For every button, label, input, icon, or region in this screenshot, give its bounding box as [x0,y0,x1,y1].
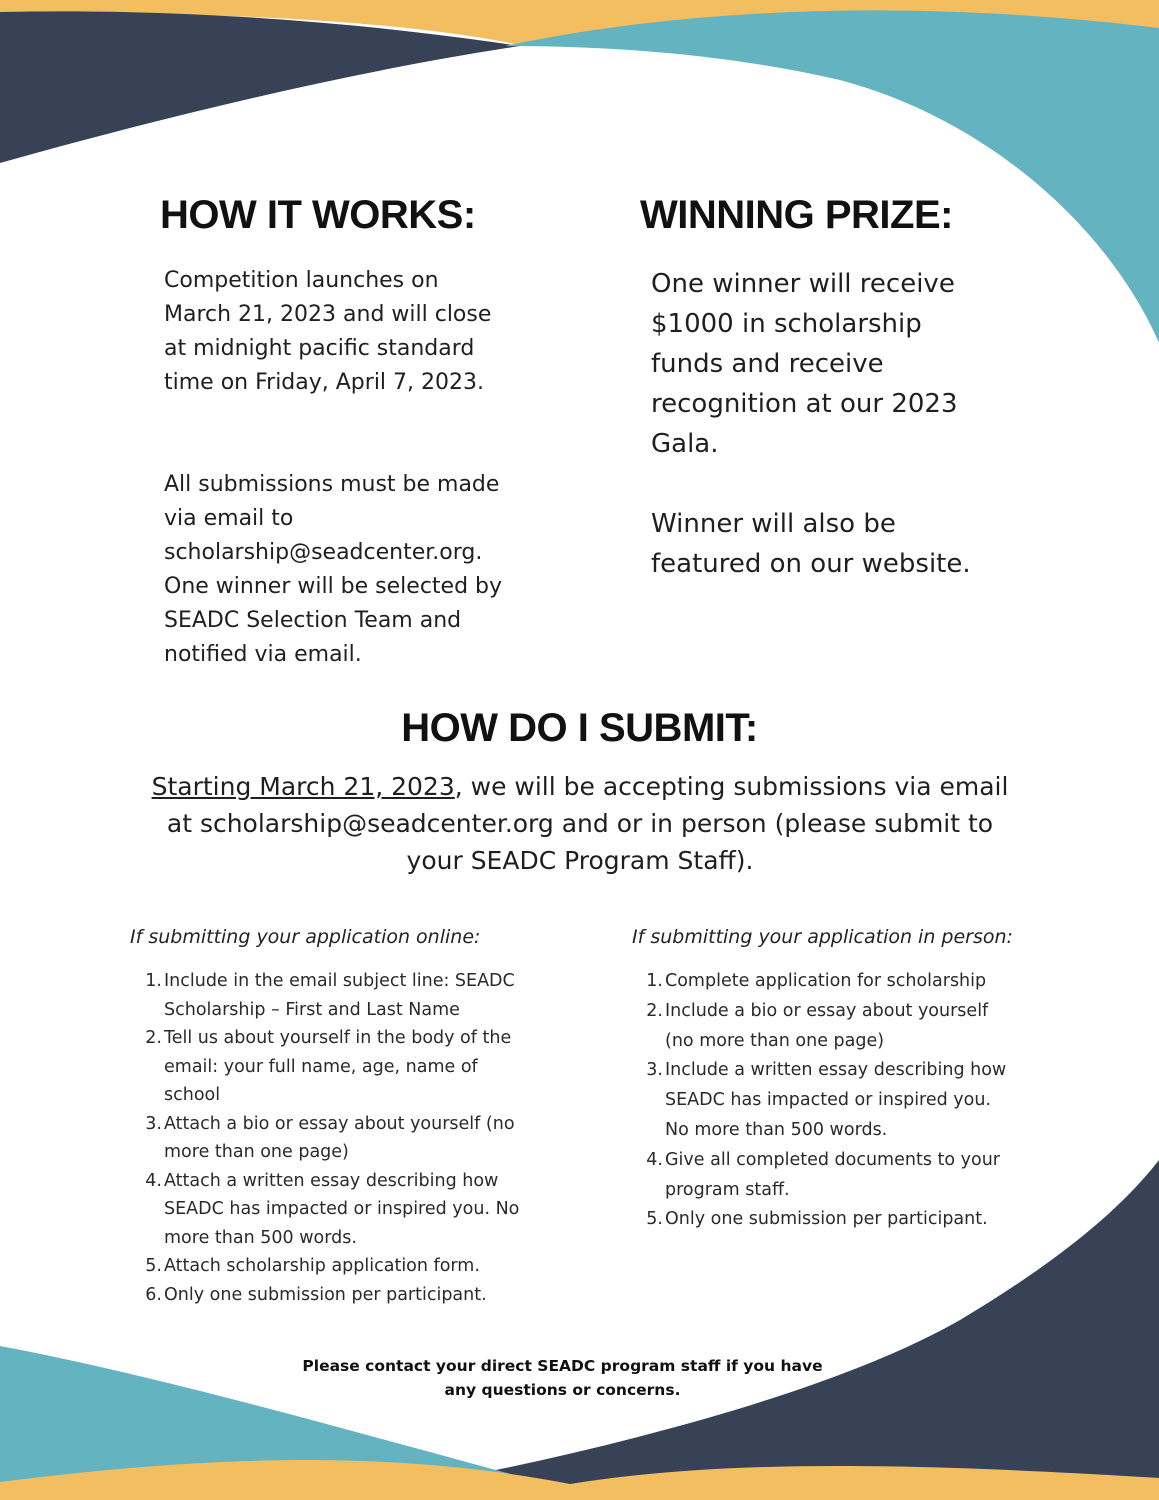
step-text: Only one submission per participant. [665,1209,988,1230]
list-item [144,1024,524,1110]
list-item [144,1167,524,1253]
list-item [645,997,1015,1057]
step-number: 1. [145,971,162,991]
list-item [645,1146,1015,1206]
online-steps-list [144,967,524,1309]
in-person-submission-heading: If submitting your application in person: [632,926,1013,948]
winning-prize-paragraph-1: One winner will receive $1000 in scholarship funds and receive recognition at our 2023 Gala. [651,269,958,459]
winning-prize-title: WINNING PRIZE: [640,193,953,237]
step-number: 3. [646,1060,663,1081]
step-number: 2. [646,1000,663,1021]
list-item [144,1110,524,1167]
step-text: Attach scholarship application form. [164,1256,480,1276]
step-number: 6. [145,1284,162,1305]
in-person-steps-list [645,967,1015,1235]
step-number: 1. [646,971,663,991]
step-text: Complete application for scholarship [665,971,987,991]
top-navy-swoosh [0,11,520,163]
step-text: Give all completed documents to your program staff. [665,1149,1000,1200]
list-item [645,967,1015,997]
step-text: Attach a bio or essay about yourself (no more than one page) [164,1113,515,1162]
step-number: 4. [646,1149,663,1170]
step-text: Include a bio or essay about yourself (no more than one page) [665,1000,989,1051]
step-text: Include a written essay describing how SEADC has impacted or inspired you. No more than 500 words. [665,1060,1007,1140]
step-number: 5. [145,1256,162,1276]
how-it-works-paragraph-2: All submissions must be made via email to scholarship@seadcenter.org. One winner will be selected by SEADC Selection Team and notified via email. [164,472,503,667]
online-submission-heading: If submitting your application online: [130,926,481,948]
how-it-works-title: HOW IT WORKS: [160,193,476,237]
step-number: 5. [646,1209,663,1230]
start-date-link[interactable]: Starting March 21, 2023 [151,772,455,801]
list-item [645,1205,1015,1235]
how-it-works-paragraph-1: Competition launches on March 21, 2023 and will close at midnight pacific standard time on Friday, April 7, 2023. [164,268,492,395]
step-text: Tell us about yourself in the body of the email: your full name, age, name of school [164,1028,512,1105]
list-item [144,1252,524,1281]
how-do-i-submit-title: HOW DO I SUBMIT: [401,706,758,750]
step-text: Attach a written essay describing how SEADC has impacted or inspired you. No more than 500 words. [164,1170,520,1248]
submit-description-text: , we will be accepting submissions via email at scholarship@seadcenter.org and or in person (please submit to your SEADC Program Staff). [166,772,1009,875]
list-item [144,967,524,1024]
step-text: Only one submission per participant. [164,1284,487,1305]
list-item [645,1056,1015,1145]
step-number: 4. [145,1170,162,1191]
winning-prize-paragraph-2: Winner will also be featured on our website. [651,509,971,579]
step-number: 2. [145,1028,162,1048]
step-number: 3. [145,1113,162,1134]
step-text: Include in the email subject line: SEADC Scholarship – First and Last Name [164,971,515,1020]
contact-note: Please contact your direct SEADC program staff if you have any questions or concerns. [302,1357,823,1399]
list-item [144,1281,524,1310]
submit-description [140,768,1020,879]
